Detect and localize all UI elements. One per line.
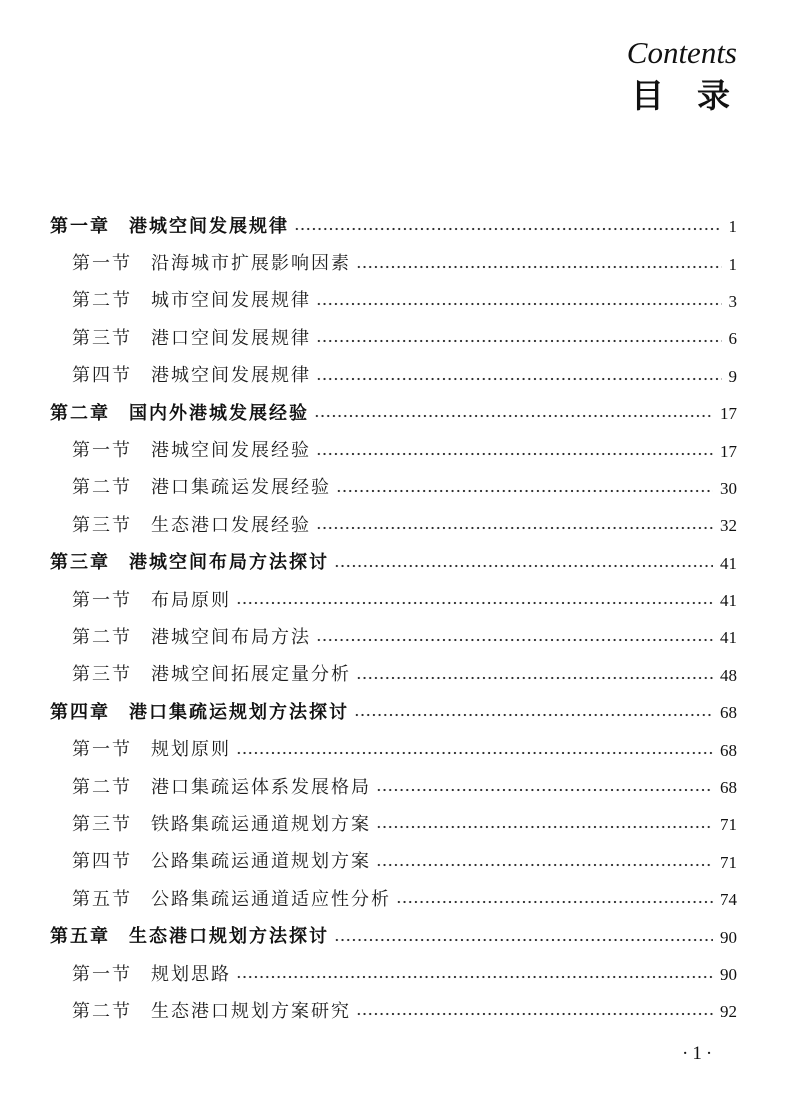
toc-section-row xyxy=(50,582,737,619)
leader-dots xyxy=(236,975,713,979)
leader-dots xyxy=(334,564,713,568)
leader-dots xyxy=(316,638,713,642)
page-number: 41 xyxy=(720,628,737,648)
leader-dots xyxy=(316,339,722,343)
toc-section-row xyxy=(50,993,737,1030)
toc-section-row xyxy=(50,657,737,694)
page-number: 6 xyxy=(728,329,737,349)
leader-dots xyxy=(334,938,713,942)
toc-section-row xyxy=(50,245,737,282)
section-title: 港城空间拓展定量分析 xyxy=(151,664,351,686)
leader-dots xyxy=(356,265,722,269)
table-of-contents xyxy=(50,208,737,1031)
chapter-number: 第一章 xyxy=(50,215,110,237)
leader-dots xyxy=(376,863,713,867)
chapter-number: 第三章 xyxy=(50,552,110,574)
page-number: 32 xyxy=(720,516,737,536)
toc-section-row xyxy=(50,320,737,357)
section-title: 港城空间发展规律 xyxy=(151,365,311,387)
leader-dots xyxy=(376,788,713,792)
section-title: 港城空间布局方法 xyxy=(151,626,311,648)
contents-title-chinese: 目 录 xyxy=(631,76,730,115)
toc-chapter-row xyxy=(50,208,737,245)
page-number: 71 xyxy=(720,815,737,835)
leader-dots xyxy=(354,713,713,717)
chapter-number: 第四章 xyxy=(50,701,110,723)
chapter-title: 港口集疏运规划方法探讨 xyxy=(129,701,349,723)
section-title: 布局原则 xyxy=(151,589,231,611)
section-title: 规划原则 xyxy=(151,739,231,761)
toc-section-row xyxy=(50,283,737,320)
chapter-title: 港城空间布局方法探讨 xyxy=(129,552,329,574)
leader-dots xyxy=(294,227,722,231)
page-number: 48 xyxy=(720,665,737,685)
page-number: 30 xyxy=(720,478,737,498)
toc-chapter-row xyxy=(50,545,737,582)
toc-section-row xyxy=(50,881,737,918)
chapter-number: 第二章 xyxy=(50,402,110,424)
toc-section-row xyxy=(50,956,737,993)
section-title: 沿海城市扩展影响因素 xyxy=(151,253,351,275)
toc-section-row xyxy=(50,806,737,843)
chapter-title: 生态港口规划方法探讨 xyxy=(129,926,329,948)
page-number: 41 xyxy=(720,591,737,611)
section-title: 生态港口规划方案研究 xyxy=(151,1000,351,1022)
page-number: 68 xyxy=(720,778,737,798)
toc-section-row xyxy=(50,731,737,768)
section-number: 第二节 xyxy=(72,776,132,798)
page-number: 41 xyxy=(720,553,737,573)
section-number: 第二节 xyxy=(72,1000,132,1022)
section-number: 第一节 xyxy=(72,253,132,275)
leader-dots xyxy=(316,302,722,306)
section-title: 港口空间发展规律 xyxy=(151,327,311,349)
page-number: 68 xyxy=(720,703,737,723)
toc-section-row xyxy=(50,470,737,507)
toc-section-row xyxy=(50,844,737,881)
section-number: 第三节 xyxy=(72,664,132,686)
toc-chapter-row xyxy=(50,694,737,731)
section-number: 第一节 xyxy=(72,589,132,611)
section-title: 港城空间发展经验 xyxy=(151,440,311,462)
leader-dots xyxy=(376,825,713,829)
page-number: 92 xyxy=(720,1002,737,1022)
section-title: 港口集疏运体系发展格局 xyxy=(151,776,371,798)
chapter-number: 第五章 xyxy=(50,926,110,948)
page-number: 90 xyxy=(720,927,737,947)
section-title: 规划思路 xyxy=(151,963,231,985)
section-title: 生态港口发展经验 xyxy=(151,514,311,536)
chapter-title: 港城空间发展规律 xyxy=(129,215,289,237)
leader-dots xyxy=(356,1012,713,1016)
page-number: 17 xyxy=(720,404,737,424)
page-number: 17 xyxy=(720,441,737,461)
leader-dots xyxy=(236,751,713,755)
page-number: 9 xyxy=(728,366,737,386)
section-title: 城市空间发展规律 xyxy=(151,290,311,312)
page-number: 71 xyxy=(720,852,737,872)
toc-section-row xyxy=(50,769,737,806)
toc-chapter-row xyxy=(50,918,737,955)
toc-section-row xyxy=(50,619,737,656)
page-number: 90 xyxy=(720,965,737,984)
toc-section-row xyxy=(50,507,737,544)
page-number: 3 xyxy=(728,291,737,311)
section-number: 第二节 xyxy=(72,626,132,648)
section-number: 第二节 xyxy=(72,477,132,499)
section-number: 第三节 xyxy=(72,327,132,349)
page-number: 68 xyxy=(720,740,737,760)
leader-dots xyxy=(314,414,713,418)
page-number: 1 xyxy=(728,217,737,237)
toc-chapter-row xyxy=(50,395,737,432)
leader-dots xyxy=(316,526,713,530)
section-number: 第一节 xyxy=(72,963,132,985)
section-number: 第一节 xyxy=(72,739,132,761)
leader-dots xyxy=(396,900,713,904)
section-number: 第三节 xyxy=(72,813,132,835)
page-number: 1 xyxy=(728,254,737,274)
section-number: 第三节 xyxy=(72,514,132,536)
contents-title-english: Contents xyxy=(626,35,737,70)
page-number: 74 xyxy=(720,890,737,910)
leader-dots xyxy=(236,601,713,605)
leader-dots xyxy=(356,676,713,680)
section-title: 铁路集疏运通道规划方案 xyxy=(151,813,371,835)
section-number: 第二节 xyxy=(72,290,132,312)
chapter-title: 国内外港城发展经验 xyxy=(129,402,309,424)
section-number: 第四节 xyxy=(72,851,132,873)
section-title: 公路集疏运通道适应性分析 xyxy=(151,888,391,910)
section-number: 第一节 xyxy=(72,440,132,462)
leader-dots xyxy=(336,489,713,493)
toc-section-row xyxy=(50,358,737,395)
section-title: 港口集疏运发展经验 xyxy=(151,477,331,499)
leader-dots xyxy=(316,377,722,381)
section-number: 第五节 xyxy=(72,888,132,910)
leader-dots xyxy=(316,452,713,456)
page-folio: ·1· xyxy=(682,1043,717,1064)
section-title: 公路集疏运通道规划方案 xyxy=(151,851,371,873)
toc-section-row xyxy=(50,432,737,469)
section-number: 第四节 xyxy=(72,365,132,387)
